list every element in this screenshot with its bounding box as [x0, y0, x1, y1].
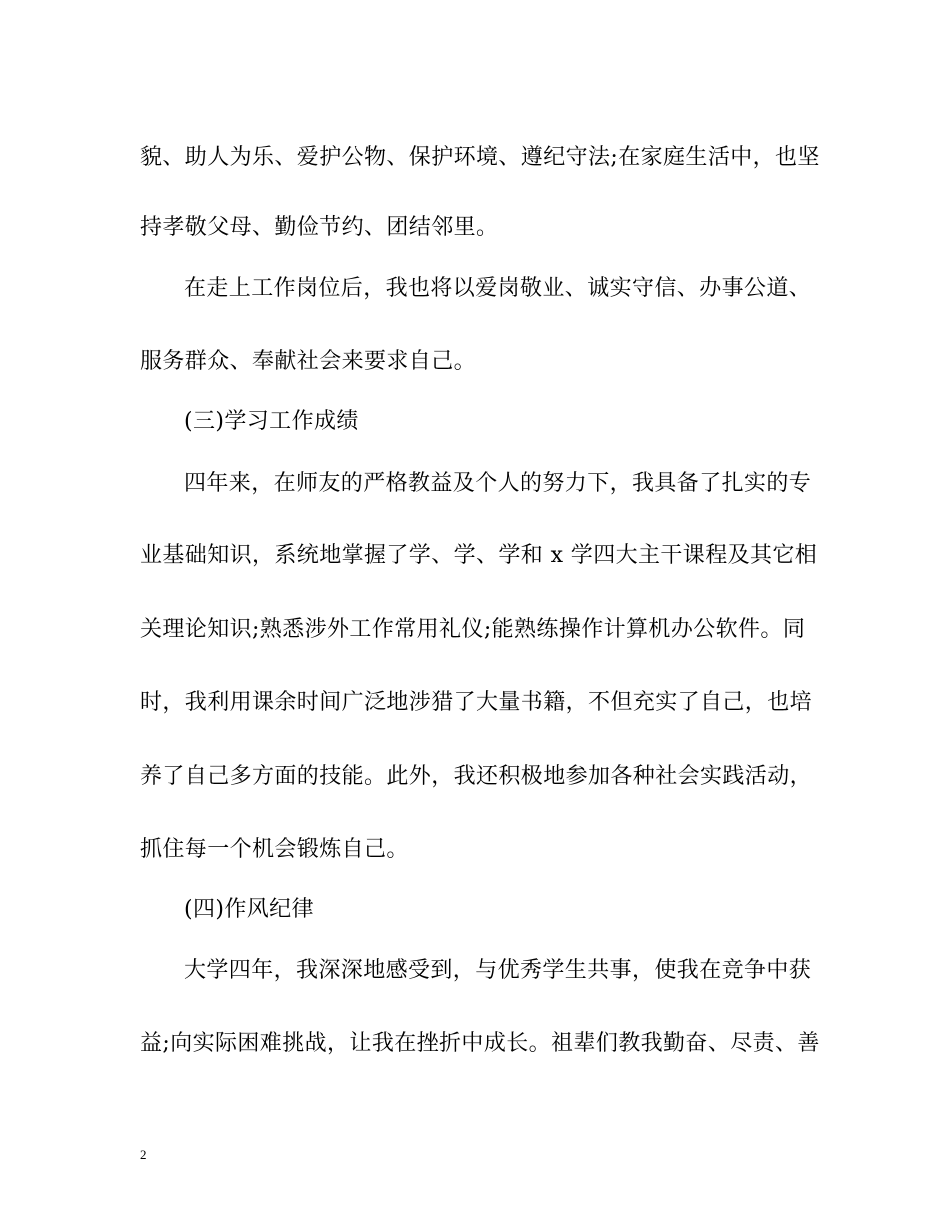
- text-line: 貌、助人为乐、爱护公物、保护环境、遵纪守法;在家庭生活中，也坚: [140, 145, 820, 170]
- text-line: 益;向实际困难挑战，让我在挫折中成长。祖辈们教我勤奋、尽责、善: [140, 1031, 820, 1056]
- text-line: 抓住每一个机会锻炼自己。: [140, 837, 409, 862]
- section-heading: (三)学习工作成绩: [184, 409, 359, 434]
- text-line: 四年来，在师友的严格教益及个人的努力下，我具备了扎实的专: [184, 471, 812, 496]
- text-line: 养了自己多方面的技能。此外，我还积极地参加各种社会实践活动，: [140, 764, 813, 789]
- section-heading: (四)作风纪律: [184, 897, 314, 922]
- text-line: 在走上工作岗位后，我也将以爱岗敬业、诚实守信、办事公道、: [184, 276, 812, 301]
- text-line: 业基础知识，系统地掌握了学、学、学和 x 学四大主干课程及其它相: [140, 543, 818, 568]
- page-number: 2: [140, 1147, 147, 1162]
- text-line: 时，我利用课余时间广泛地涉猎了大量书籍，不但充实了自己，也培: [140, 690, 813, 715]
- text-line: 持孝敬父母、勤俭节约、团结邻里。: [140, 215, 499, 240]
- text-line: 关理论知识;熟悉涉外工作常用礼仪;能熟练操作计算机办公软件。同: [140, 617, 806, 642]
- text-line: 大学四年，我深深地感受到，与优秀学生共事，使我在竞争中获: [184, 958, 812, 983]
- text-line: 服务群众、奉献社会来要求自己。: [140, 349, 477, 374]
